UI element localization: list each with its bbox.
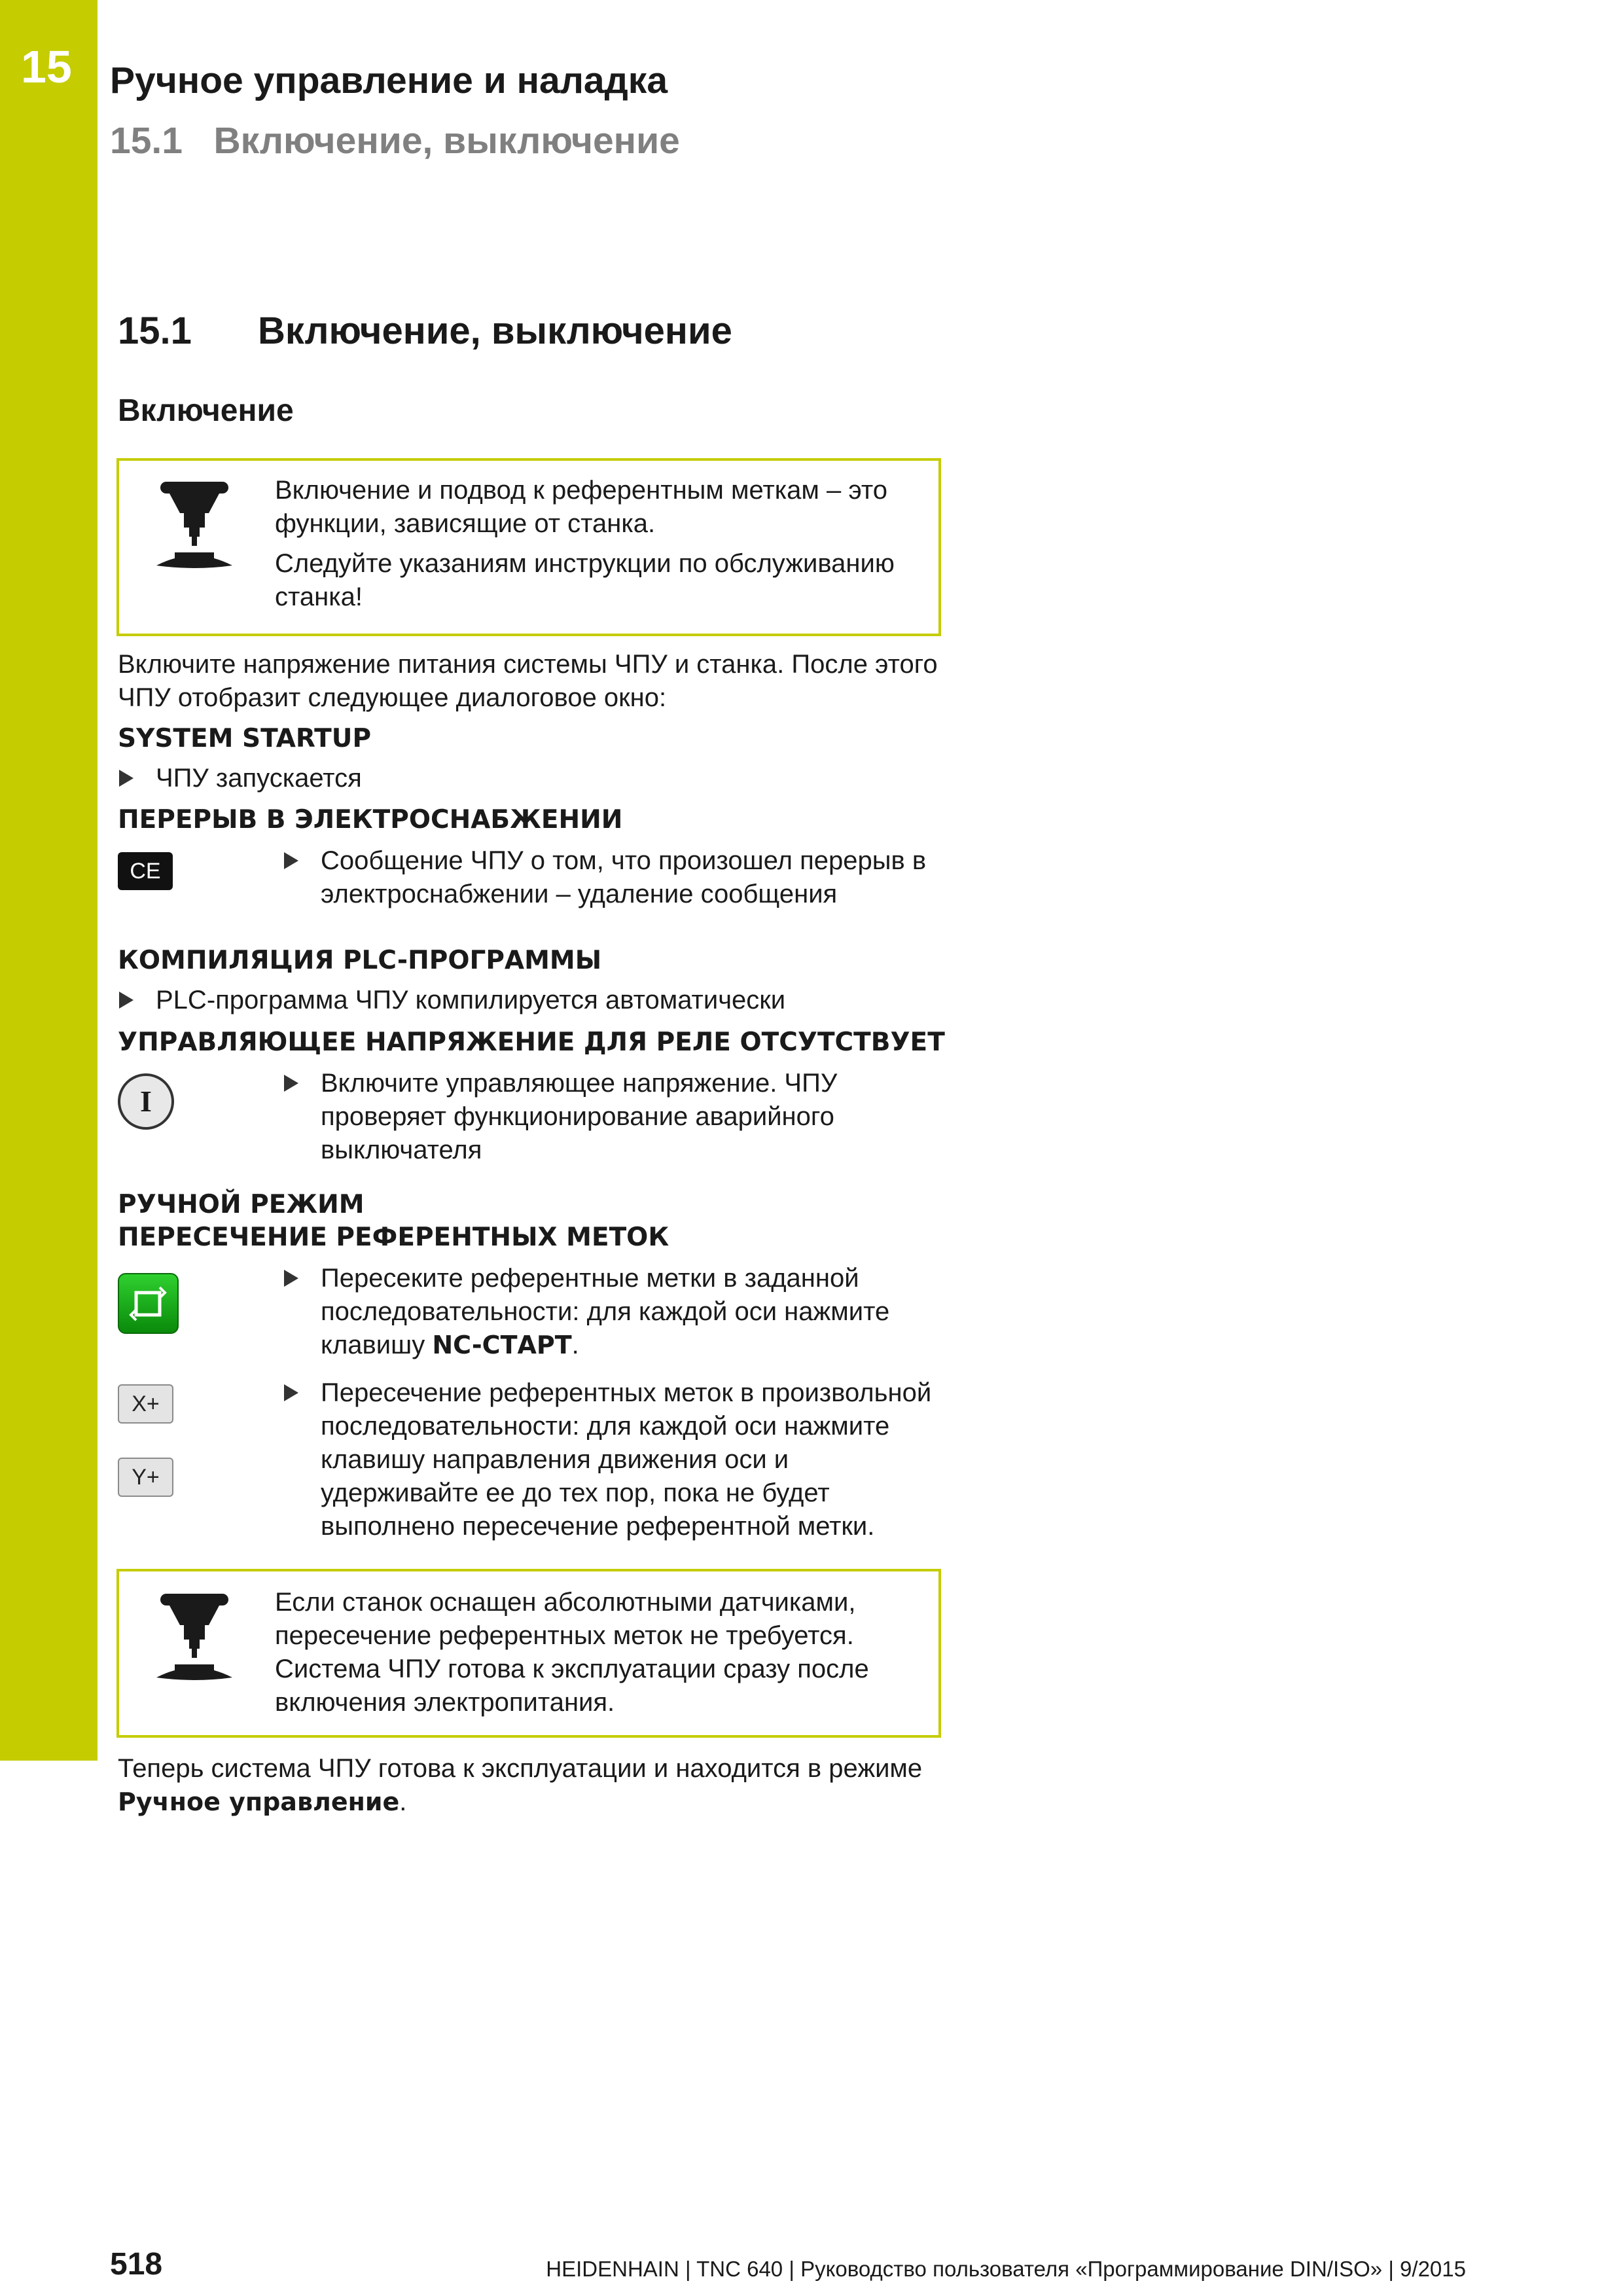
section-title-text: Включение, выключение [258, 310, 732, 352]
nc-start-key[interactable] [118, 1273, 179, 1334]
note-line-2: Следуйте указаниям инструкции по обслуживанию станка! [275, 549, 895, 611]
running-section-header: 15.1 Включение, выключение [110, 120, 680, 162]
step-text-relay: Включите управляющее напряжение. ЧПУ проверяет функционирование аварийного выключателя [321, 1069, 838, 1164]
nc-start-label: NC-СТАРТ [432, 1331, 572, 1359]
step-text-startup: ЧПУ запускается [156, 764, 362, 793]
section-title [118, 309, 732, 353]
machine-note-box [116, 458, 941, 636]
step-text-power: Сообщение ЧПУ о том, что произошел перерыв в электроснабжении – удаление сообщения [321, 846, 927, 908]
subsection-title: Включение [118, 393, 294, 428]
machine-note-icon [155, 478, 234, 576]
final-text-pre: Теперь система ЧПУ готова к эксплуатации и находится в режиме [118, 1754, 923, 1783]
note-text: Если станок оснащен абсолютными датчиками, пересечение референтных меток не требуется. Система ЧПУ готова к эксплуатации сразу после включения электропитания. [275, 1588, 869, 1717]
page-number: 518 [110, 2247, 163, 2282]
control-voltage-key[interactable]: I [118, 1073, 174, 1130]
step-text-plc: PLC-программа ЧПУ компилируется автоматически [156, 986, 786, 1014]
dialog-head-manual-mode: РУЧНОЙ РЕЖИМ [118, 1190, 365, 1219]
bullet-arrow-icon [119, 992, 134, 1009]
bullet-arrow-icon [284, 852, 298, 869]
bullet-arrow-icon [119, 770, 134, 787]
note-line-1: Включение и подвод к референтным меткам – это функции, зависящие от станка. [275, 476, 888, 538]
ce-key[interactable]: CE [118, 852, 173, 890]
dialog-head-plc-compile: КОМПИЛЯЦИЯ PLC-ПРОГРАММЫ [118, 946, 602, 975]
step-text-ref-ordered-post: . [571, 1331, 579, 1359]
bullet-arrow-icon [284, 1384, 298, 1401]
bullet-arrow-icon [284, 1270, 298, 1287]
machine-note-box [116, 1569, 941, 1738]
chapter-title: Ручное управление и наладка [110, 60, 668, 101]
step-text-ref-ordered [321, 1262, 949, 1362]
dialog-head-power-interruption: ПЕРЕРЫВ В ЭЛЕКТРОСНАБЖЕНИИ [118, 805, 623, 834]
dialog-head-reference-marks: ПЕРЕСЕЧЕНИЕ РЕФЕРЕНТНЫХ МЕТОК [118, 1223, 669, 1252]
axis-y-plus-key[interactable]: Y+ [118, 1458, 173, 1497]
dialog-head-relay-voltage: УПРАВЛЯЮЩЕЕ НАПРЯЖЕНИЕ ДЛЯ РЕЛЕ ОТСУТСТВУЕТ [118, 1028, 945, 1057]
final-text-post: . [399, 1787, 407, 1816]
final-text [118, 1752, 942, 1819]
manual-mode-label: Ручное управление [118, 1787, 400, 1816]
step-text-ref-any: Пересечение референтных меток в произвольной последовательности: для каждой оси нажмите клавишу направления движения оси и удерживайте ее до тех пор, пока не будет выполнено пересечение референтной метки. [321, 1378, 932, 1541]
machine-note-icon [155, 1590, 234, 1688]
chapter-number: 15 [21, 41, 72, 92]
axis-x-plus-key[interactable]: X+ [118, 1384, 173, 1424]
intro-text: Включите напряжение питания системы ЧПУ и станка. После этого ЧПУ отобразит следующее диалоговое окно: [118, 650, 938, 712]
footer-text: HEIDENHAIN | TNC 640 | Руководство пользователя «Программирование DIN/ISO» | 9/2015 [546, 2257, 1466, 2281]
bullet-arrow-icon [284, 1075, 298, 1092]
dialog-head-system-startup: SYSTEM STARTUP [118, 724, 372, 753]
nc-start-icon [119, 1274, 177, 1333]
chapter-side-bar [0, 0, 98, 1761]
step-text-ref-ordered-pre: Пересеките референтные метки в заданной последовательности: для каждой оси нажмите клавишу [321, 1264, 890, 1359]
section-number: 15.1 [118, 310, 192, 352]
